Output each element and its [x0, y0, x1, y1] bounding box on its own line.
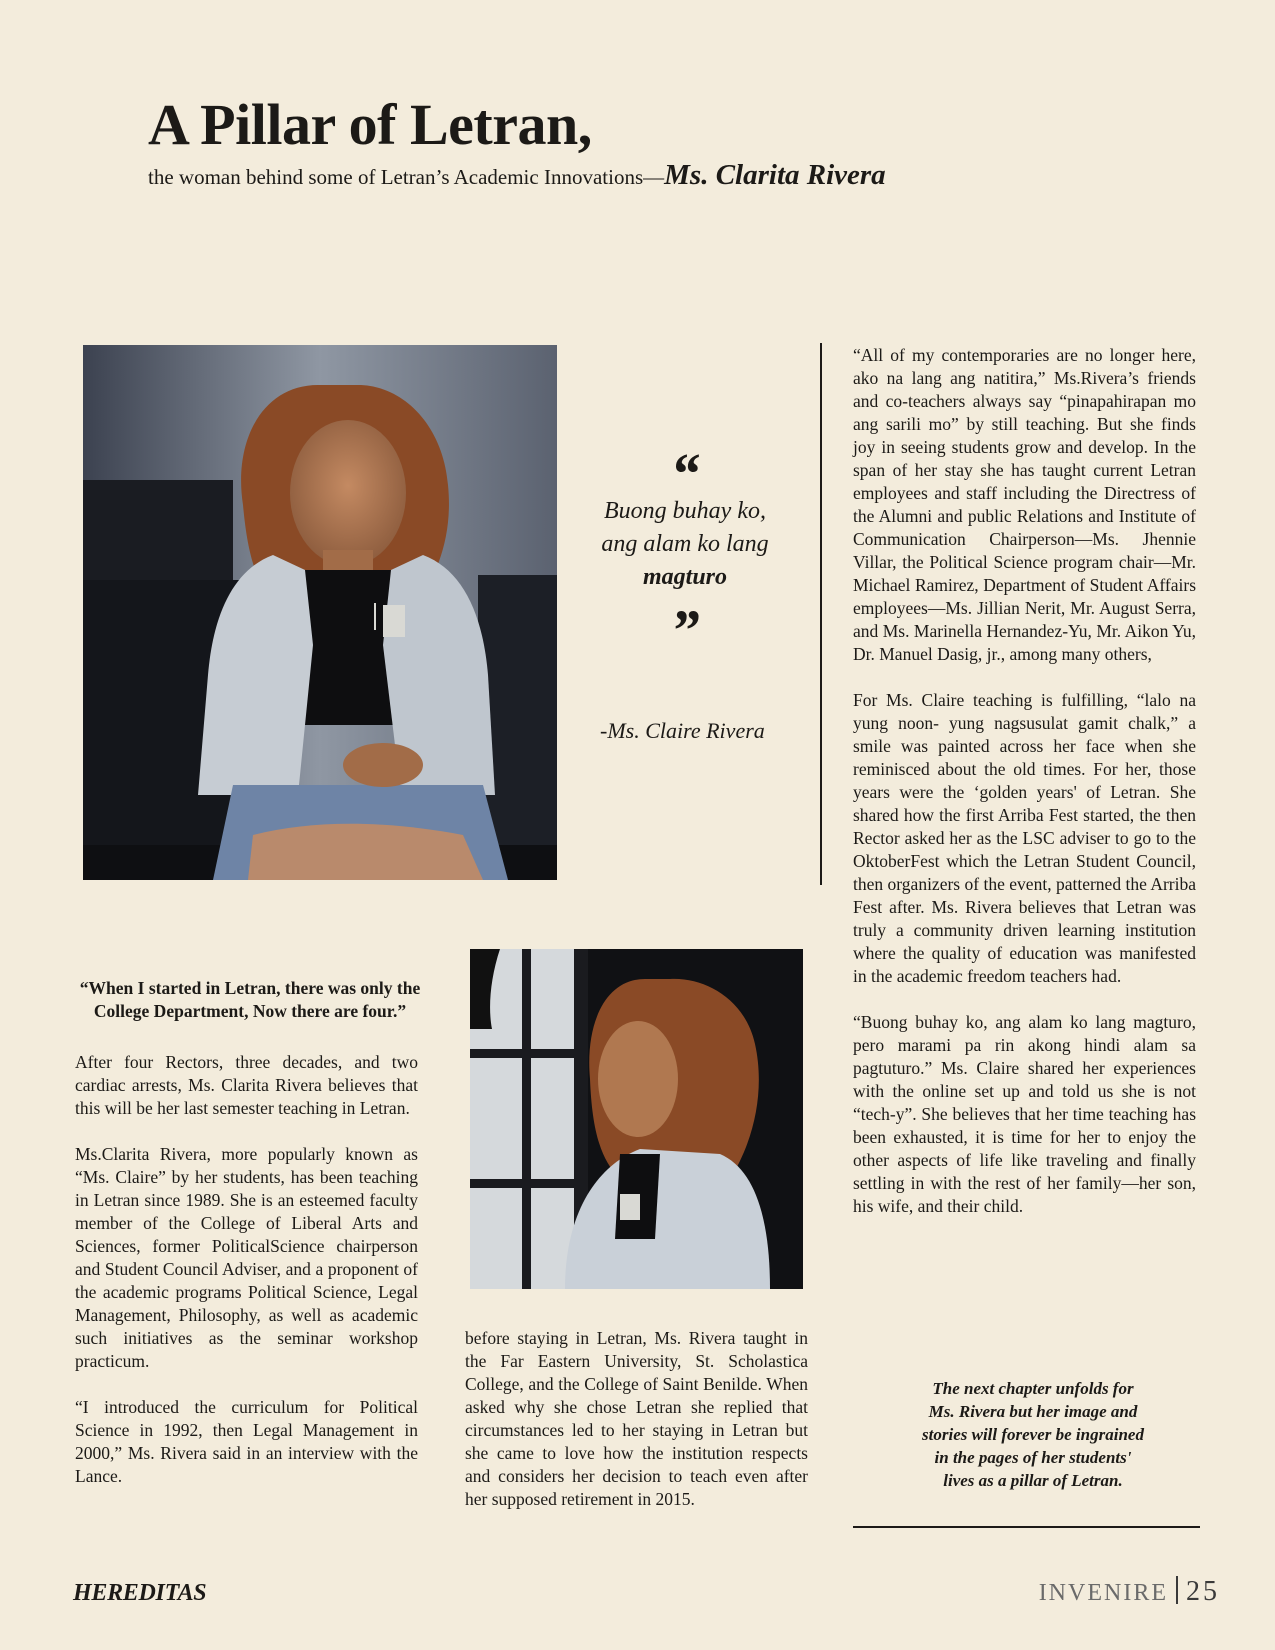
quote-attribution: -Ms. Claire Rivera: [600, 718, 765, 743]
closing-rule: [853, 1526, 1200, 1528]
quote-line-3: magturo: [642, 564, 728, 590]
column-two-paragraph: before staying in Letran, Ms. Rivera taught in the Far Eastern University, St. Scholastica College, and the College of Saint Benilde. When asked why she chose Letran she replied that circumstances led to her staying in Letran but she came to love how the institution respects and considers her decision to teach even after her supposed retirement in 2015.: [465, 1328, 808, 1509]
pull-quote: “When I started in Letran, there was only the College Department, Now there are four.”: [79, 978, 421, 1021]
close-quote-mark: ”: [670, 598, 700, 663]
window-portrait-photo-image: [470, 949, 803, 1289]
column-two: [465, 1327, 808, 1534]
page-folio: [1039, 1576, 1220, 1608]
magazine-name: INVENIRE: [1038, 1580, 1168, 1606]
column-one-paragraph: After four Rectors, three decades, and two cardiac arrests, Ms. Clarita Rivera believes that this will be her last semester teaching in Letran.: [75, 1052, 418, 1118]
closing-statement: [883, 1377, 1183, 1492]
subtitle-name: Ms. Clarita Rivera: [664, 159, 886, 191]
subtitle-text: the woman behind some of Letran’s Academic Innovations—: [148, 165, 665, 189]
quote-line-2: ang alam ko lang: [601, 531, 769, 557]
quote-line-1: Buong buhay ko,: [604, 498, 766, 524]
column-three: [853, 344, 1196, 1241]
page-number: 25: [1186, 1576, 1220, 1607]
column-one: [75, 1051, 418, 1511]
column-three-paragraph: “All of my contemporaries are no longer here, ako na lang ang natitira,” Ms.Rivera’s friends and co-teachers always say “pinapahirapan mo ang sarili mo” by still teaching. But she finds joy in seeing students grow and develop. In the span of her stay she has taught current Letran employees and staff including the Directress of the Alumni and public Relations and Institute of Communication Chairperson—Ms. Jhennie Villar, the Political Science program chair—Mr. Michael Ramirez, Department of Student Affairs employees—Ms. Jillian Nerit, Mr. August Serra, and Ms. Marinella Hernandez-Yu, Mr. Aikon Yu, Dr. Manuel Dasig, jr., among many others,: [853, 345, 1196, 664]
closing-line: Ms. Rivera but her image and: [928, 1402, 1138, 1421]
open-quote-mark: “: [670, 441, 700, 506]
closing-line: lives as a pillar of Letran.: [943, 1471, 1123, 1490]
closing-line: stories will forever be ingrained: [922, 1425, 1144, 1444]
portrait-photo: [83, 345, 557, 880]
page-subtitle: [148, 158, 886, 193]
quote-text: [585, 495, 785, 594]
closing-line: in the pages of her students': [934, 1448, 1132, 1467]
quote-block: [585, 441, 785, 663]
column-three-paragraph: “Buong buhay ko, ang alam ko lang magturo, pero marami pa rin akong hindi alam sa pagtuturo.” Ms. Claire shared her experiences with the online set up and told us she is not “tech-y”. She believes that her time teaching has been exhausted, it is time for her to enjoy the other aspects of life like traveling and finally settling in with the rest of her family—her son, his wife, and their child.: [853, 1012, 1196, 1216]
column-one-paragraph: “I introduced the curriculum for Political Science in 1992, then Legal Management in 2000,” Ms. Rivera said in an interview with the Lance.: [75, 1397, 418, 1486]
publication-name: HEREDITAS: [73, 1580, 207, 1606]
column-three-paragraph: For Ms. Claire teaching is fulfilling, “lalo na yung noon- yung nagsusulat gamit chalk,” a smile was painted across her face when she reminisced about the old times. For her, those years were the ‘golden years' of Letran. She shared how the first Arriba Fest started, the then Rector asked her as the LSC adviser to go to the OktoberFest which the Letran Student Council, then organizers of the event, patterned the Arriba Fest after. Ms. Rivera believes that Letran was truly a community driven learning institution where the quality of education was manifested in the academic freedom teachers had.: [853, 690, 1196, 986]
page-title: A Pillar of Letran,: [148, 92, 592, 157]
portrait-photo-image: [83, 345, 557, 880]
column-one-paragraph: Ms.Clarita Rivera, more popularly known as “Ms. Claire” by her students, has been teaching in Letran since 1989. She is an esteemed faculty member of the College of Liberal Arts and Sciences, former PoliticalScience chairperson and Student Council Adviser, and a proponent of the academic programs Political Science, Legal Management, Philosophy, as well as academic such initiatives as the seminar workshop practicum.: [75, 1144, 418, 1371]
folio-separator: [1176, 1576, 1178, 1604]
window-portrait-photo: [470, 949, 803, 1289]
closing-line: The next chapter unfolds for: [932, 1379, 1134, 1398]
column-divider: [820, 343, 822, 885]
